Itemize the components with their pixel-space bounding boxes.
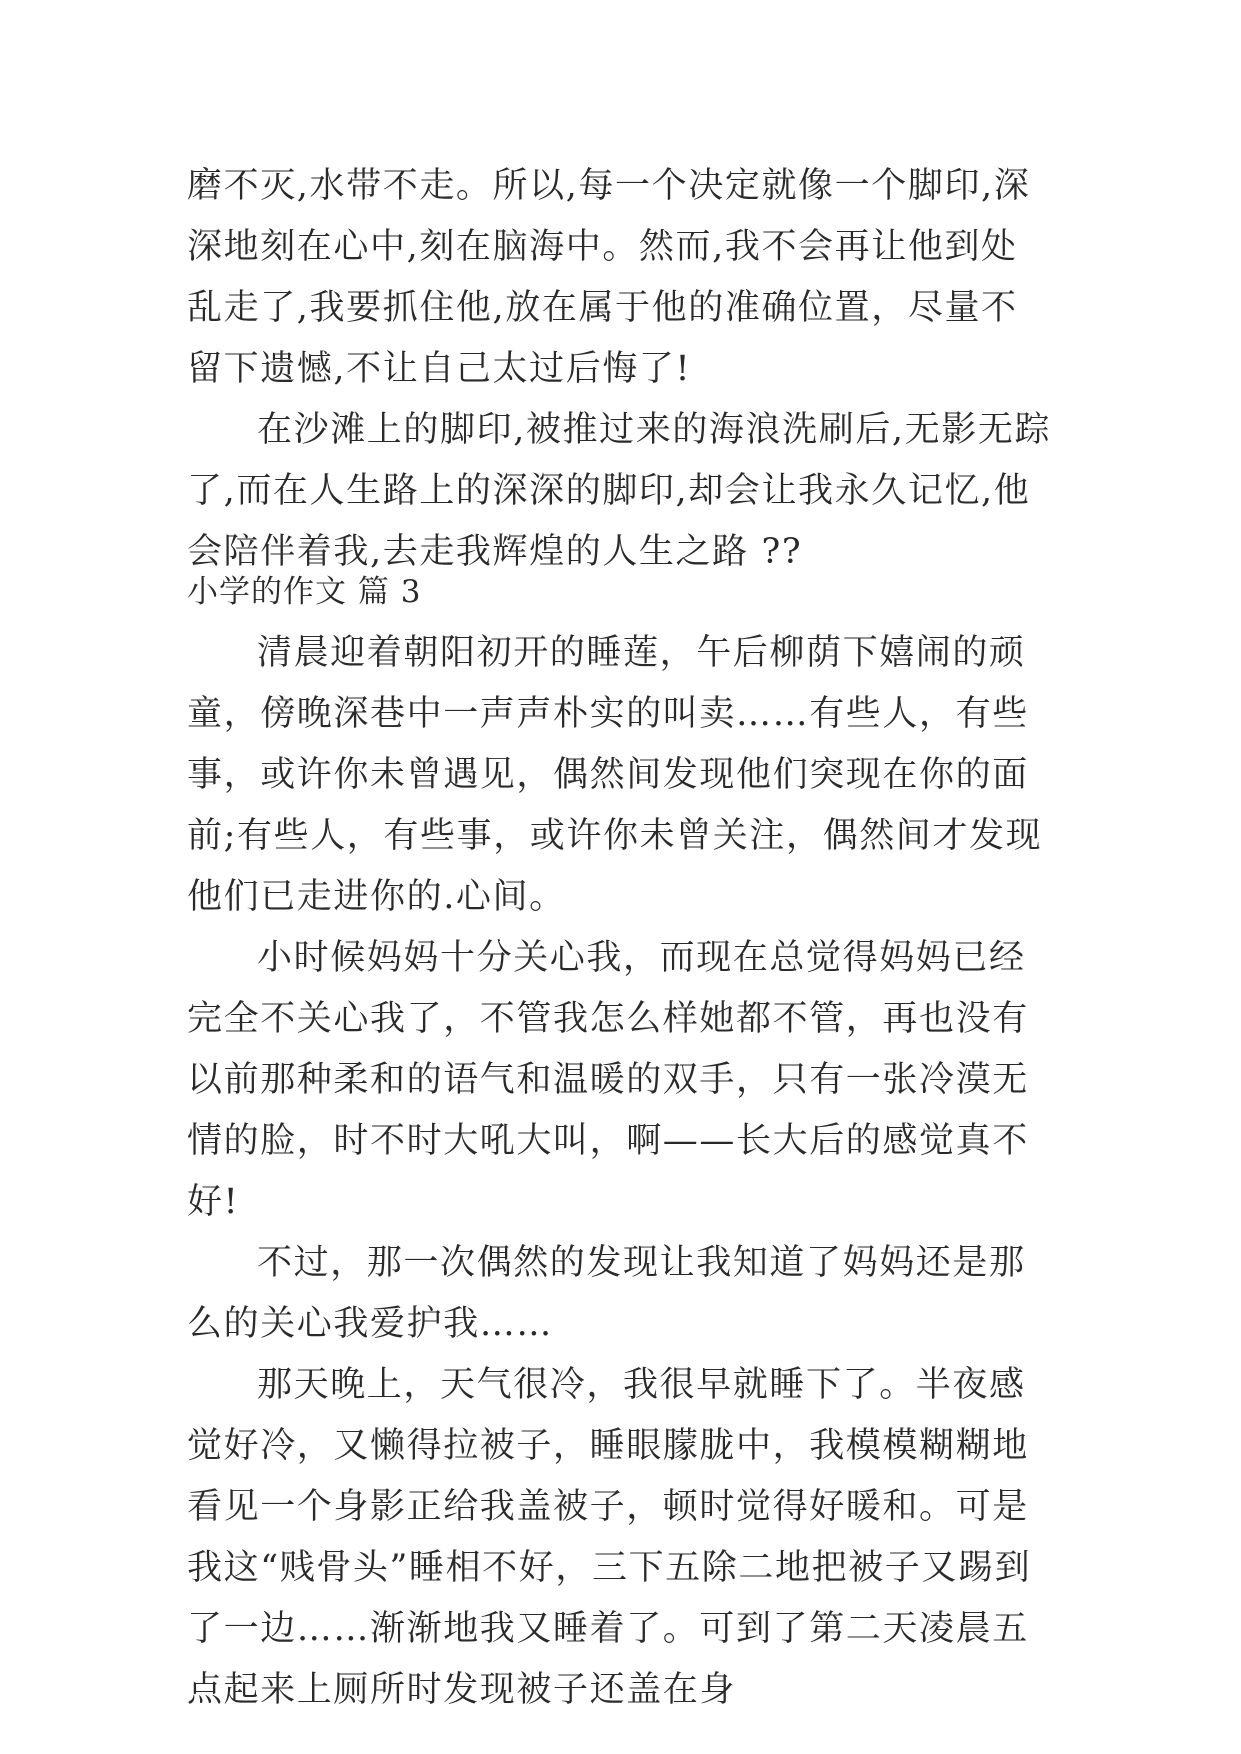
section-heading: 小学的作文 篇 3 bbox=[187, 574, 422, 610]
paragraph: 不过，那一次偶然的发现让我知道了妈妈还是那么的关心我爱护我…… bbox=[187, 1243, 1026, 1344]
essay-section-continued bbox=[187, 156, 1053, 583]
paragraph: 清晨迎着朝阳初开的睡莲，午后柳荫下嬉闹的顽童，傍晚深巷中一声声朴实的叫卖……有些人，有些事，或许你未曾遇见，偶然间发现他们突现在你的面前;有些人，有些事，或许你未曾关注，偶然间才发现他们已走进你的.心间。 bbox=[187, 633, 1043, 917]
essay-section-3 bbox=[187, 562, 1053, 1721]
paragraph: 在沙滩上的脚印,被推过来的海浪洗刷后,无影无踪了,而在人生路上的深深的脚印,却会让我永久记忆,他会陪伴着我,去走我辉煌的人生之路 ?? bbox=[187, 410, 1052, 572]
paragraph: 磨不灭,水带不走。所以,每一个决定就像一个脚印,深深地刻在心中,刻在脑海中。然而,我不会再让他到处乱走了,我要抓住他,放在属于他的准确位置，尽量不留下遗憾,不让自己太过后悔了! bbox=[187, 166, 1031, 389]
paragraph: 那天晚上，天气很冷，我很早就睡下了。半夜感觉好冷，又懒得拉被子，睡眼朦胧中，我模模糊糊地看见一个身影正给我盖被子，顿时觉得好暖和。可是我这“贱骨头”睡相不好，三下五除二地把被子又踢到了一边……渐渐地我又睡着了。可到了第二天凌晨五点起来上厕所时发现被子还盖在身 bbox=[187, 1365, 1032, 1710]
paragraph: 小时候妈妈十分关心我，而现在总觉得妈妈已经完全不关心我了，不管我怎么样她都不管，再也没有以前那种柔和的语气和温暖的双手，只有一张冷漠无情的脸，时不时大吼大叫，啊——长大后的感觉真不好! bbox=[187, 938, 1029, 1222]
